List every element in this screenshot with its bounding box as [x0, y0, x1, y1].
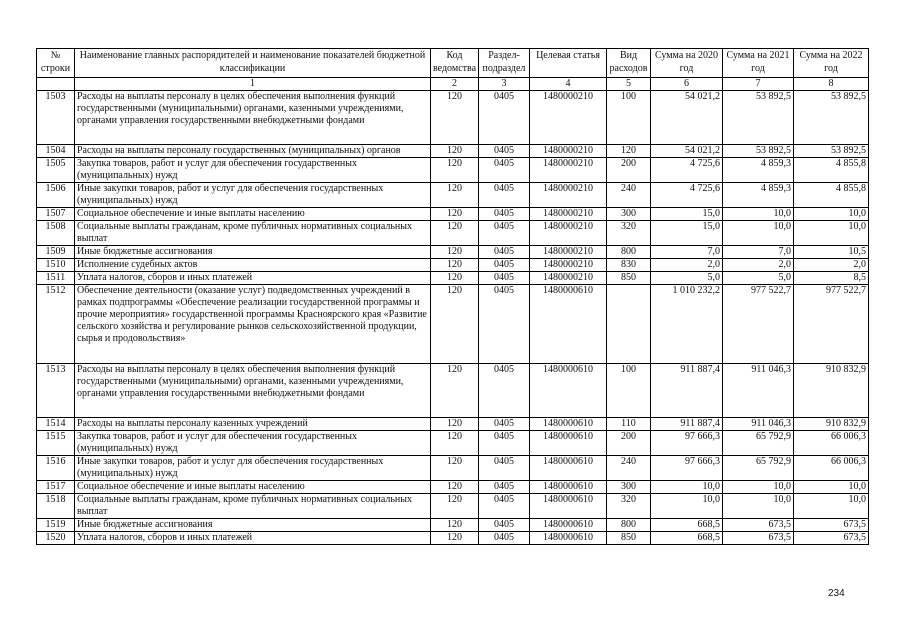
- section-cell: 0405: [479, 431, 530, 456]
- target-item-cell: 1480000610: [530, 418, 607, 431]
- sum-2022-cell: 10,5: [794, 246, 869, 259]
- target-item-cell: 1480000610: [530, 481, 607, 494]
- row-number-cell: 1509: [37, 246, 75, 259]
- target-item-cell: 1480000210: [530, 158, 607, 183]
- row-number-cell: 1519: [37, 519, 75, 532]
- row-number-cell: 1520: [37, 532, 75, 545]
- department-code-cell: 120: [431, 272, 479, 285]
- table-row: [37, 532, 869, 545]
- expense-type-cell: 320: [607, 494, 651, 519]
- sum-2021-cell: 673,5: [723, 519, 794, 532]
- sum-2021-cell: 10,0: [723, 208, 794, 221]
- sum-2020-cell: 15,0: [651, 208, 723, 221]
- sum-2021-cell: 53 892,5: [723, 145, 794, 158]
- column-number: 7: [723, 78, 794, 91]
- target-item-cell: 1480000210: [530, 183, 607, 208]
- sum-2020-cell: 668,5: [651, 532, 723, 545]
- sum-2022-cell: 910 832,9: [794, 364, 869, 418]
- target-item-cell: 1480000210: [530, 208, 607, 221]
- row-number-cell: 1506: [37, 183, 75, 208]
- name-cell: Закупка товаров, работ и услуг для обеспечения государственных (муниципальных) нужд: [75, 158, 431, 183]
- sum-2020-cell: 668,5: [651, 519, 723, 532]
- column-number: 4: [530, 78, 607, 91]
- section-cell: 0405: [479, 456, 530, 481]
- sum-2022-cell: 10,0: [794, 221, 869, 246]
- expense-type-cell: [607, 285, 651, 364]
- department-code-cell: 120: [431, 221, 479, 246]
- section-cell: 0405: [479, 285, 530, 364]
- header-department-code: Код ведомства: [431, 49, 479, 78]
- sum-2020-cell: 10,0: [651, 494, 723, 519]
- table-row: [37, 259, 869, 272]
- expense-type-cell: 850: [607, 532, 651, 545]
- sum-2022-cell: 53 892,5: [794, 91, 869, 145]
- row-number-cell: 1507: [37, 208, 75, 221]
- name-cell: Социальное обеспечение и иные выплаты населению: [75, 481, 431, 494]
- sum-2021-cell: 65 792,9: [723, 456, 794, 481]
- sum-2021-cell: 4 859,3: [723, 158, 794, 183]
- section-cell: 0405: [479, 221, 530, 246]
- row-number-cell: 1513: [37, 364, 75, 418]
- table-row: [37, 91, 869, 145]
- column-number: 2: [431, 78, 479, 91]
- department-code-cell: 120: [431, 431, 479, 456]
- header-name: Наименование главных распорядителей и наименование показателей бюджетной классификации: [75, 49, 431, 78]
- header-expense-type: Вид расходов: [607, 49, 651, 78]
- row-number-cell: 1517: [37, 481, 75, 494]
- row-number-cell: 1505: [37, 158, 75, 183]
- sum-2020-cell: 15,0: [651, 221, 723, 246]
- section-cell: 0405: [479, 91, 530, 145]
- sum-2021-cell: 911 046,3: [723, 364, 794, 418]
- department-code-cell: 120: [431, 246, 479, 259]
- target-item-cell: 1480000210: [530, 259, 607, 272]
- target-item-cell: 1480000210: [530, 145, 607, 158]
- table-row: [37, 431, 869, 456]
- expense-type-cell: 320: [607, 221, 651, 246]
- department-code-cell: 120: [431, 456, 479, 481]
- sum-2021-cell: 673,5: [723, 532, 794, 545]
- table-header-row: [37, 49, 869, 78]
- row-number-cell: 1512: [37, 285, 75, 364]
- budget-table: [36, 48, 869, 545]
- expense-type-cell: 830: [607, 259, 651, 272]
- table-row: [37, 285, 869, 364]
- sum-2022-cell: 2,0: [794, 259, 869, 272]
- department-code-cell: 120: [431, 494, 479, 519]
- target-item-cell: 1480000610: [530, 494, 607, 519]
- sum-2022-cell: 673,5: [794, 532, 869, 545]
- section-cell: 0405: [479, 259, 530, 272]
- table-row: [37, 246, 869, 259]
- row-number-cell: 1511: [37, 272, 75, 285]
- sum-2020-cell: 4 725,6: [651, 158, 723, 183]
- row-number-cell: 1504: [37, 145, 75, 158]
- header-row-number: № строки: [37, 49, 75, 78]
- sum-2021-cell: 977 522,7: [723, 285, 794, 364]
- target-item-cell: 1480000210: [530, 91, 607, 145]
- table-row: [37, 158, 869, 183]
- target-item-cell: 1480000610: [530, 364, 607, 418]
- section-cell: 0405: [479, 145, 530, 158]
- sum-2022-cell: 4 855,8: [794, 183, 869, 208]
- expense-type-cell: 120: [607, 145, 651, 158]
- table-row: [37, 519, 869, 532]
- column-number: 1: [75, 78, 431, 91]
- sum-2022-cell: 66 006,3: [794, 431, 869, 456]
- department-code-cell: 120: [431, 183, 479, 208]
- expense-type-cell: 200: [607, 158, 651, 183]
- header-section: Раздел-подраздел: [479, 49, 530, 78]
- sum-2020-cell: 10,0: [651, 481, 723, 494]
- expense-type-cell: 300: [607, 481, 651, 494]
- department-code-cell: 120: [431, 208, 479, 221]
- name-cell: Иные бюджетные ассигнования: [75, 519, 431, 532]
- sum-2020-cell: 97 666,3: [651, 431, 723, 456]
- page-number: 234: [828, 588, 845, 599]
- header-sum-2022: Сумма на 2022 год: [794, 49, 869, 78]
- sum-2021-cell: 10,0: [723, 221, 794, 246]
- target-item-cell: 1480000610: [530, 456, 607, 481]
- name-cell: Уплата налогов, сборов и иных платежей: [75, 532, 431, 545]
- target-item-cell: 1480000210: [530, 272, 607, 285]
- sum-2020-cell: 1 010 232,2: [651, 285, 723, 364]
- target-item-cell: 1480000610: [530, 532, 607, 545]
- sum-2021-cell: 5,0: [723, 272, 794, 285]
- row-number-cell: 1510: [37, 259, 75, 272]
- expense-type-cell: 100: [607, 91, 651, 145]
- expense-type-cell: 100: [607, 364, 651, 418]
- name-cell: Расходы на выплаты персоналу в целях обеспечения выполнения функций государственными (муниципальными) органами, казенными учреждениями, органами управления государственными внебюджетными фондами: [75, 364, 431, 418]
- department-code-cell: 120: [431, 145, 479, 158]
- table-row: [37, 145, 869, 158]
- table-row: [37, 272, 869, 285]
- table-row: [37, 208, 869, 221]
- department-code-cell: 120: [431, 91, 479, 145]
- sum-2020-cell: 2,0: [651, 259, 723, 272]
- row-number-cell: 1516: [37, 456, 75, 481]
- column-number: 3: [479, 78, 530, 91]
- sum-2020-cell: 4 725,6: [651, 183, 723, 208]
- row-number-cell: 1515: [37, 431, 75, 456]
- department-code-cell: 120: [431, 532, 479, 545]
- sum-2022-cell: 8,5: [794, 272, 869, 285]
- name-cell: Социальные выплаты гражданам, кроме публичных нормативных социальных выплат: [75, 221, 431, 246]
- name-cell: Обеспечение деятельности (оказание услуг) подведомственных учреждений в рамках подпрограммы «Обеспечение реализации государственной программы и прочие мероприятия» государственной программы Красноярского края «Развитие сельского хозяйства и регулирование рынков сельскохозяйственной продукции, сырья и продовольствия»: [75, 285, 431, 364]
- target-item-cell: 1480000610: [530, 519, 607, 532]
- section-cell: 0405: [479, 364, 530, 418]
- column-numbers-row: [37, 78, 869, 91]
- table-row: [37, 456, 869, 481]
- sum-2020-cell: 97 666,3: [651, 456, 723, 481]
- sum-2021-cell: 10,0: [723, 481, 794, 494]
- sum-2020-cell: 7,0: [651, 246, 723, 259]
- section-cell: 0405: [479, 158, 530, 183]
- name-cell: Уплата налогов, сборов и иных платежей: [75, 272, 431, 285]
- table-row: [37, 364, 869, 418]
- sum-2022-cell: 4 855,8: [794, 158, 869, 183]
- department-code-cell: 120: [431, 259, 479, 272]
- name-cell: Расходы на выплаты персоналу казенных учреждений: [75, 418, 431, 431]
- sum-2021-cell: 65 792,9: [723, 431, 794, 456]
- name-cell: Исполнение судебных актов: [75, 259, 431, 272]
- name-cell: Расходы на выплаты персоналу государственных (муниципальных) органов: [75, 145, 431, 158]
- header-sum-2021: Сумма на 2021 год: [723, 49, 794, 78]
- sum-2020-cell: 911 887,4: [651, 418, 723, 431]
- section-cell: 0405: [479, 246, 530, 259]
- table-row: [37, 418, 869, 431]
- table-row: [37, 221, 869, 246]
- department-code-cell: 120: [431, 364, 479, 418]
- sum-2022-cell: 10,0: [794, 208, 869, 221]
- column-number: 8: [794, 78, 869, 91]
- expense-type-cell: 800: [607, 519, 651, 532]
- row-number-cell: 1514: [37, 418, 75, 431]
- section-cell: 0405: [479, 519, 530, 532]
- department-code-cell: 120: [431, 158, 479, 183]
- target-item-cell: 1480000610: [530, 285, 607, 364]
- sum-2021-cell: 2,0: [723, 259, 794, 272]
- department-code-cell: 120: [431, 519, 479, 532]
- name-cell: Социальное обеспечение и иные выплаты населению: [75, 208, 431, 221]
- name-cell: Социальные выплаты гражданам, кроме публичных нормативных социальных выплат: [75, 494, 431, 519]
- sum-2020-cell: 54 021,2: [651, 91, 723, 145]
- section-cell: 0405: [479, 494, 530, 519]
- sum-2022-cell: 977 522,7: [794, 285, 869, 364]
- expense-type-cell: 240: [607, 456, 651, 481]
- expense-type-cell: 240: [607, 183, 651, 208]
- expense-type-cell: 300: [607, 208, 651, 221]
- sum-2021-cell: 7,0: [723, 246, 794, 259]
- target-item-cell: 1480000210: [530, 221, 607, 246]
- section-cell: 0405: [479, 183, 530, 208]
- section-cell: 0405: [479, 532, 530, 545]
- row-number-cell: 1503: [37, 91, 75, 145]
- header-sum-2020: Сумма на 2020 год: [651, 49, 723, 78]
- sum-2021-cell: 4 859,3: [723, 183, 794, 208]
- name-cell: Иные закупки товаров, работ и услуг для обеспечения государственных (муниципальных) нужд: [75, 183, 431, 208]
- department-code-cell: 120: [431, 481, 479, 494]
- sum-2022-cell: 66 006,3: [794, 456, 869, 481]
- name-cell: Иные закупки товаров, работ и услуг для обеспечения государственных (муниципальных) нужд: [75, 456, 431, 481]
- sum-2022-cell: 10,0: [794, 494, 869, 519]
- header-target-item: Целевая статья: [530, 49, 607, 78]
- section-cell: 0405: [479, 481, 530, 494]
- name-cell: Расходы на выплаты персоналу в целях обеспечения выполнения функций государственными (муниципальными) органами, казенными учреждениями, органами управления государственными внебюджетными фондами: [75, 91, 431, 145]
- row-number-cell: 1518: [37, 494, 75, 519]
- column-number: 5: [607, 78, 651, 91]
- sum-2020-cell: 54 021,2: [651, 145, 723, 158]
- sum-2020-cell: 911 887,4: [651, 364, 723, 418]
- name-cell: Закупка товаров, работ и услуг для обеспечения государственных (муниципальных) нужд: [75, 431, 431, 456]
- column-number: [37, 78, 75, 91]
- expense-type-cell: 850: [607, 272, 651, 285]
- table-row: [37, 494, 869, 519]
- sum-2022-cell: 10,0: [794, 481, 869, 494]
- expense-type-cell: 200: [607, 431, 651, 456]
- name-cell: Иные бюджетные ассигнования: [75, 246, 431, 259]
- sum-2020-cell: 5,0: [651, 272, 723, 285]
- sum-2022-cell: 673,5: [794, 519, 869, 532]
- row-number-cell: 1508: [37, 221, 75, 246]
- section-cell: 0405: [479, 418, 530, 431]
- sum-2021-cell: 911 046,3: [723, 418, 794, 431]
- section-cell: 0405: [479, 208, 530, 221]
- table-body: [37, 91, 869, 545]
- department-code-cell: 120: [431, 285, 479, 364]
- section-cell: 0405: [479, 272, 530, 285]
- sum-2022-cell: 53 892,5: [794, 145, 869, 158]
- target-item-cell: 1480000610: [530, 431, 607, 456]
- target-item-cell: 1480000210: [530, 246, 607, 259]
- expense-type-cell: 800: [607, 246, 651, 259]
- sum-2022-cell: 910 832,9: [794, 418, 869, 431]
- column-number: 6: [651, 78, 723, 91]
- sum-2021-cell: 10,0: [723, 494, 794, 519]
- table-row: [37, 183, 869, 208]
- table-row: [37, 481, 869, 494]
- department-code-cell: 120: [431, 418, 479, 431]
- sum-2021-cell: 53 892,5: [723, 91, 794, 145]
- expense-type-cell: 110: [607, 418, 651, 431]
